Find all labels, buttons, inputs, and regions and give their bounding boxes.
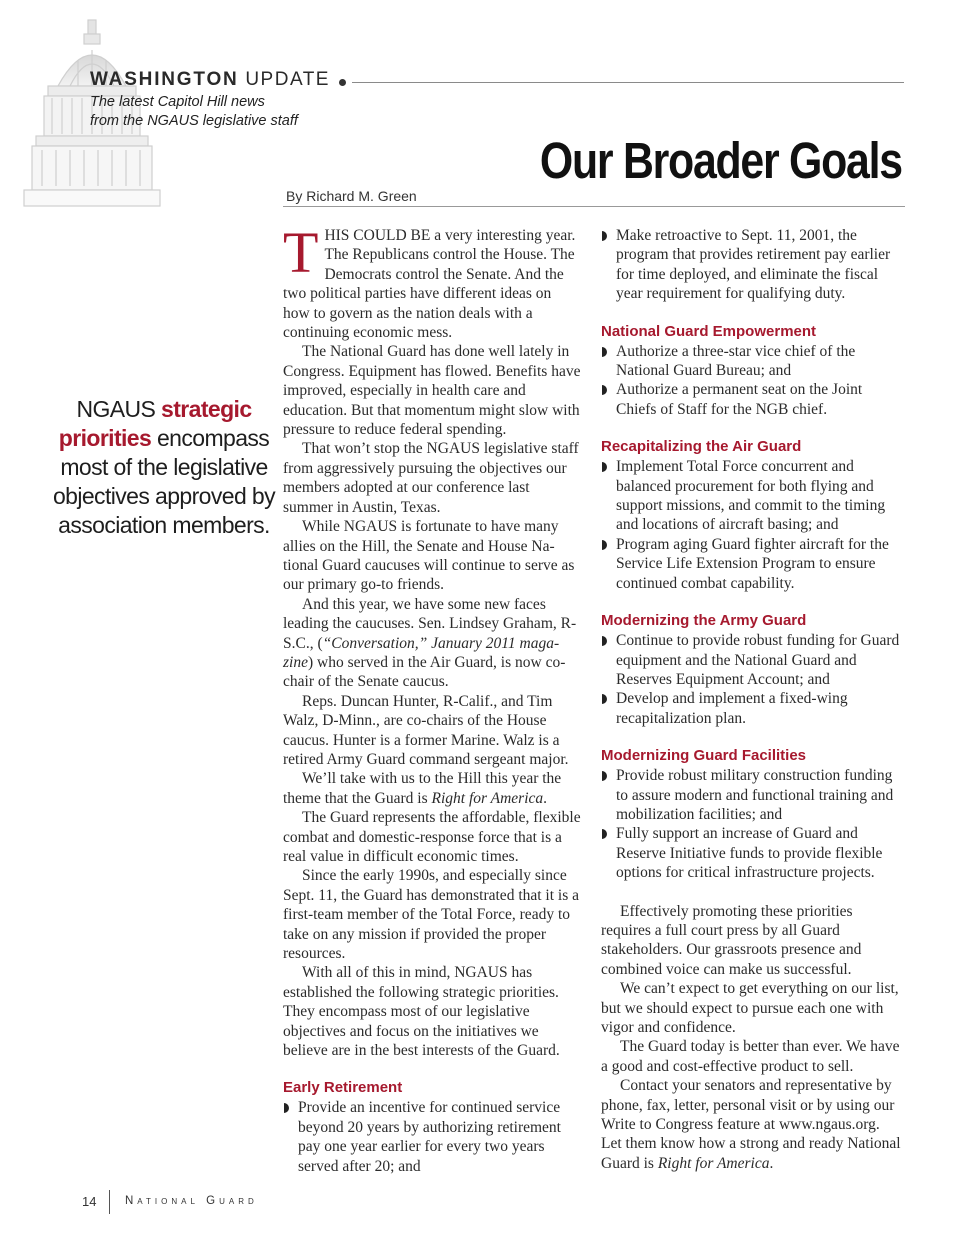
bullet-item: Program aging Guard fighter aircraft for the Service Life Extension Program to ensure continued combat capability.	[601, 535, 901, 593]
bullet-item: Provide an incentive for continued service beyond 20 years by authorizing retirement pay one year earlier for every two years served after 20; and	[283, 1098, 581, 1176]
drop-cap: T	[283, 220, 319, 285]
heading-bullet	[339, 79, 346, 86]
section-subtitle: The latest Capitol Hill news from the NGAUS legislative staff	[90, 94, 298, 129]
section-heading: WASHINGTON UPDATE	[90, 69, 330, 90]
bullet-item: Authorize a three-star vice chief of the National Guard Bureau; and	[601, 342, 901, 381]
subhead-guard-facilities: Modernizing Guard Facilities	[601, 747, 807, 765]
bullet-item: Make retroactive to Sept. 11, 2001, the program that provides retirement pay earlier for time deployed, and eliminate the fiscal year requirement for qualifying duty.	[601, 226, 901, 304]
paragraph: Effectively promoting these priorities requires a full court press by all Guard stakeholders. Our grassroots presence and combined voice can make us successful.	[601, 902, 862, 978]
bullet-list	[283, 1098, 581, 1176]
magazine-name: National Guard	[125, 1195, 258, 1207]
bullet-item: Fully support an increase of Guard and Reserve Initiative funds to provide flexible options for critical infrastructure projects.	[601, 824, 901, 882]
byline: By Richard M. Green	[286, 188, 417, 204]
paragraph: With all of this in mind, NGAUS has established the following strategic priorities. They encompass most of our legislative objectives and focus on the initiatives we believe are in the best interests of the Guard.	[283, 964, 560, 1060]
bullet-item: Develop and implement a fixed-wing recapitalization plan.	[601, 689, 901, 728]
bullet-item: Authorize a permanent seat on the Joint Chiefs of Staff for the NGB chief.	[601, 380, 901, 419]
heading-rule	[352, 82, 904, 83]
bullet-item: Continue to provide robust funding for Guard equipment and the National Guard and Reserves Equipment Account; and	[601, 631, 901, 689]
footer-divider	[109, 1190, 110, 1214]
page-number: 14	[82, 1194, 97, 1209]
article-title: Our Broader Goals	[540, 132, 902, 189]
paragraph: And this year, we have some new faces leading the caucuses. Sen. Lindsey Graham, R-S.C., (“Conversation,” January 2011 magazine) who served in the Air Guard, is now co-chair of the Senate caucus.	[283, 595, 577, 691]
subhead-early-retirement: Early Retirement	[283, 1079, 403, 1097]
bullet-list	[601, 631, 901, 728]
paragraph: The Guard represents the affordable, flexible combat and domestic-response force that is a real value in difficult economic times.	[283, 809, 581, 865]
paragraph: THIS COULD BE a very interesting year. The Republicans control the House. The Democrats control the Senate. And the two political parties have different ideas on how to govern as the nation deals with a continuing economic mess.	[283, 220, 576, 342]
subhead-air-guard: Recapitalizing the Air Guard	[601, 438, 802, 456]
paragraph: While NGAUS is fortunate to have many allies on the Hill, the Senate and House National Guard caucuses will continue to serve as our primary go-to friends.	[283, 518, 575, 594]
paragraph: Since the early 1990s, and especially since Sept. 11, the Guard has demonstrated that it is a first-team member of the Total Force, ready to take on any mission if provided the proper resources.	[283, 867, 580, 963]
bullet-list	[601, 457, 901, 593]
bullet-item: Provide robust military construction funding to assure modern and functional training and mobilization facilities; and	[601, 766, 901, 824]
paragraph: We can’t expect to get everything on our list, but we should expect to pursue each one with vigor and confidence.	[601, 980, 899, 1036]
bullet-list	[601, 766, 901, 882]
paragraph: That won’t stop the NGAUS legislative staff from aggressively pursuing the objectives our members adopted at our conference last summer in Austin, Texas.	[283, 440, 579, 516]
article-column-1	[283, 220, 581, 1176]
bullet-list	[601, 226, 901, 304]
paragraph: The National Guard has done well lately in Congress. Equipment has flowed. Benefits have improved, especially in health care and education. But that momentum might slow with pressure to reduce federal spending.	[283, 343, 581, 439]
bullet-list	[601, 342, 901, 420]
paragraph: The Guard today is better than ever. We have a good and cost-effective product to sell.	[601, 1038, 900, 1075]
title-rule	[283, 206, 905, 207]
pull-quote: NGAUS strategic priorities encompass most of the legislative objectives approved by association members.	[52, 396, 276, 538]
paragraph: Contact your senators and representative by phone, fax, letter, personal visit or by using our Write to Congress feature at www.ngaus.org. Let them know how a strong and ready National Guard is Right for America.	[601, 1077, 901, 1172]
paragraph: We’ll take with us to the Hill this year the theme that the Guard is Right for America.	[283, 770, 562, 807]
subhead-guard-empowerment: National Guard Empowerment	[601, 322, 817, 340]
subhead-army-guard: Modernizing the Army Guard	[601, 612, 807, 630]
article-column-2	[601, 226, 901, 1173]
paragraph: Reps. Duncan Hunter, R-Calif., and Tim Walz, D-Minn., are co-chairs of the House caucus. Hunter is a former Marine. Walz is a retired Army Guard command sergeant major.	[283, 692, 569, 768]
bullet-item: Implement Total Force concurrent and balanced procurement for both flying and support missions, and commit to the timing and locations of aircraft basing; and	[601, 457, 901, 535]
